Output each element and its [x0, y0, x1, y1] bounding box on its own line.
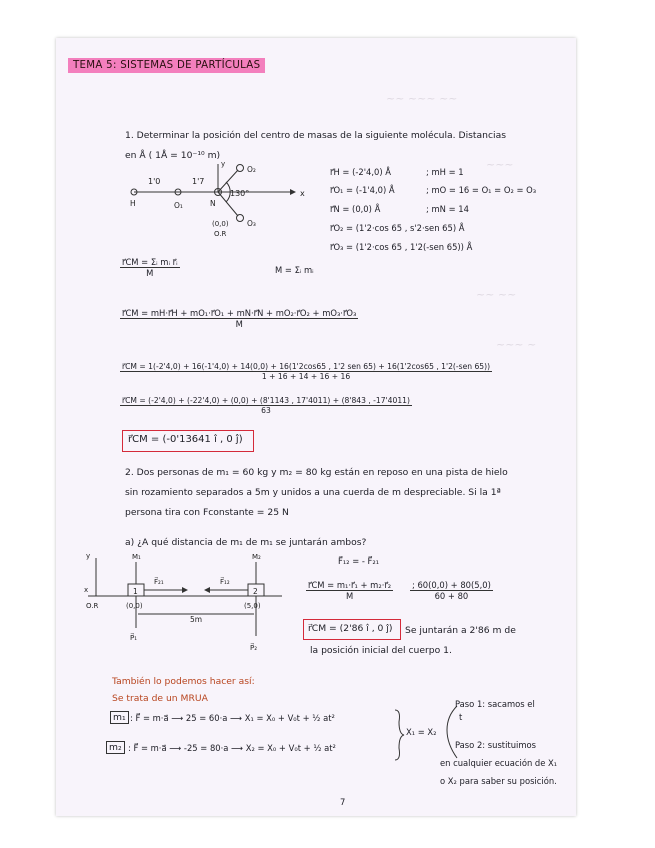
- y-axis-label-2: y: [86, 552, 91, 560]
- cm-substituted-2: [410, 580, 493, 601]
- problem1-statement-line2: en Å ( 1Å = 10⁻¹⁰ m): [125, 150, 221, 161]
- origin-label-2: O.R: [86, 602, 99, 610]
- steps-brace: [443, 702, 459, 762]
- force-relation: F⃗₁₂ = - F⃗₂₁: [338, 556, 380, 566]
- atom-o2-label: O₂: [247, 165, 256, 174]
- atom-o1-label: O₁: [174, 201, 183, 210]
- eq2-mass-label: m₂: [106, 741, 125, 754]
- point-2-coord: (5,0): [244, 602, 261, 610]
- y-axis-label: y: [221, 160, 226, 168]
- weight-1-label: P⃗₁: [130, 634, 138, 642]
- rcm-general-numerator: r⃗CM = Σᵢ mᵢ r⃗ᵢ: [122, 257, 178, 267]
- vector-rn: r⃗N = (0,0) Å: [330, 204, 381, 214]
- problem2-statement-line1: 2. Dos personas de m₁ = 60 kg y m₂ = 80 kg están en reposo en una pista de hielo: [125, 467, 508, 478]
- cm-substituted-2-numerator: ; 60(0,0) + 80(5,0): [412, 580, 491, 590]
- equation-2: : F⃗ = m·a⃗ ⟶ -25 = 80·a ⟶ X₂ = X₀ + V₀t + ½ at²: [128, 743, 336, 753]
- rcm-substituted-formula: [120, 362, 492, 381]
- conclusion-line2: la posición inicial del cuerpo 1.: [310, 645, 452, 656]
- atom-h-label: H: [130, 199, 136, 208]
- problem2-statement-line2: sin rozamiento separados a 5m y unidos a una cuerda de m despreciable. Si la 1ª: [125, 487, 501, 498]
- box-2-label: 2: [253, 587, 258, 596]
- m2-label: M₂: [252, 553, 261, 561]
- step2-line2: en cualquier ecuación de X₁: [440, 758, 558, 768]
- force-12-label: F⃗₁₂: [220, 578, 230, 586]
- m1-label: M₁: [132, 553, 141, 561]
- two-bodies-diagram: [82, 548, 292, 658]
- bleed-through-mark: ~~~ ~: [496, 338, 537, 351]
- bleed-through-mark: ~~ ~~: [476, 288, 517, 301]
- equation-1: : F⃗ = m·a⃗ ⟶ 25 = 60·a ⟶ X₁ = X₀ + V₀t + ½ at²: [130, 713, 335, 723]
- rcm-expanded-formula: [120, 308, 358, 329]
- rcm-calculated-denominator: 63: [261, 406, 271, 415]
- box-1-label: 1: [133, 587, 138, 596]
- conclusion-line1: Se juntarán a 2'86 m de: [405, 625, 516, 636]
- mass-n: ; mN = 14: [426, 204, 469, 214]
- alt-type: Se trata de un MRUA: [112, 693, 208, 704]
- rcm-general-denominator: M: [146, 268, 154, 278]
- equation-brace: [393, 708, 405, 762]
- step1-line1: Paso 1: sacamos el: [455, 699, 535, 709]
- result-2: r⃗CM = (2'86 î , 0 ĵ): [308, 623, 393, 634]
- problem1-statement-line1: 1. Determinar la posición del centro de masas de la siguiente molécula. Distancias: [125, 130, 506, 141]
- angle-label: 130°: [230, 189, 250, 198]
- rcm-expanded-numerator: r⃗CM = mH·r⃗H + mO₁·r⃗O₁ + mN·r⃗N + mO₂·r⃗O₂ + mO₃·r⃗O₃: [122, 308, 357, 318]
- step1-line2: t: [459, 712, 463, 722]
- cm-formula-2-numerator: r⃗CM = m₁·r⃗₁ + m₂·r⃗₂: [308, 580, 392, 590]
- cm-formula-2-denominator: M: [345, 591, 354, 601]
- bleed-through-mark: ~~ ~~~ ~~: [386, 92, 458, 105]
- molecule-diagram: [120, 160, 315, 250]
- bleed-through-mark: ~~~: [486, 158, 514, 171]
- atom-o3-label: O₃: [247, 219, 256, 228]
- vector-rh: r⃗H = (-2'4,0) Å: [330, 167, 391, 177]
- rcm-substituted-numerator: r⃗CM = 1(-2'4,0) + 16(-1'4,0) + 14(0,0) + 16(1'2cos65 , 1'2 sen 65) + 16(1'2cos65 , 1'2(-sen 65)): [122, 362, 491, 371]
- page-title: TEMA 5: SISTEMAS DE PARTÍCULAS: [68, 58, 265, 73]
- rcm-calculated-formula: [120, 396, 412, 415]
- alt-intro: También lo podemos hacer así:: [112, 676, 255, 687]
- mass-o: ; mO = 16 = O₁ = O₂ = O₃: [426, 185, 537, 195]
- vector-ro3: r⃗O₃ = (1'2·cos 65 , 1'2(-sen 65)) Å: [330, 242, 473, 252]
- x-axis-label: x: [300, 189, 305, 198]
- origin-label: O.R: [214, 230, 227, 238]
- point-1-coord: (0,0): [126, 602, 143, 610]
- total-mass-formula: M = Σᵢ mᵢ: [275, 265, 314, 275]
- rcm-general-formula: [120, 257, 180, 278]
- vector-ro2: r⃗O₂ = (1'2·cos 65 , s'2·sen 65) Å: [330, 223, 465, 233]
- question-a: a) ¿A qué distancia de m₁ de m₁ se juntarán ambos?: [125, 537, 367, 548]
- page-number: 7: [340, 797, 346, 807]
- problem2-statement-line3: persona tira con Fconstante = 25 N: [125, 507, 289, 518]
- x-axis-label-2: x: [84, 586, 89, 594]
- atom-n-label: N: [210, 199, 216, 208]
- distance-5m: 5m: [190, 615, 203, 624]
- weight-2-label: P⃗₂: [250, 644, 258, 652]
- cm-substituted-2-denominator: 60 + 80: [434, 591, 469, 601]
- rcm-substituted-denominator: 1 + 16 + 14 + 16 + 16: [261, 372, 351, 381]
- distance-label-2: 1'7: [192, 177, 205, 186]
- result-1: r⃗CM = (-0'13641 î , 0 ĵ): [128, 434, 243, 445]
- vector-ro1: r⃗O₁ = (-1'4,0) Å: [330, 185, 395, 195]
- distance-label-1: 1'0: [148, 177, 161, 186]
- mass-h: ; mH = 1: [426, 167, 464, 177]
- rcm-expanded-denominator: M: [235, 319, 243, 329]
- equality: X₁ = X₂: [406, 727, 437, 737]
- cm-formula-2: [306, 580, 393, 601]
- step2-line3: o X₂ para saber su posición.: [440, 776, 557, 786]
- origin-coord: (0,0): [212, 220, 229, 228]
- rcm-calculated-numerator: r⃗CM = (-2'4,0) + (-22'4,0) + (0,0) + (8'1143 , 17'4011) + (8'843 , -17'4011): [122, 396, 410, 405]
- eq1-mass-label: m₁: [110, 711, 129, 724]
- force-21-label: F⃗₂₁: [154, 578, 164, 586]
- step2-line1: Paso 2: sustituimos: [455, 740, 536, 750]
